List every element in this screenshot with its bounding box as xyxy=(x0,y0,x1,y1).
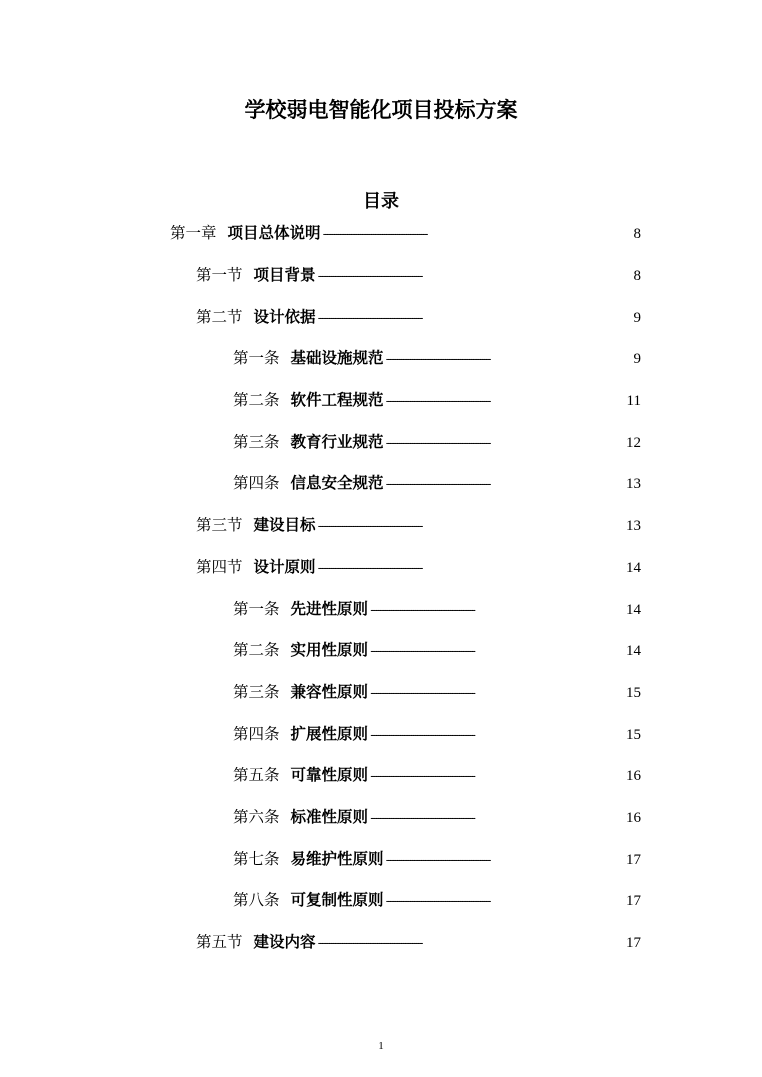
toc-entry-number: 第二节 xyxy=(196,307,243,326)
toc-entry[interactable] xyxy=(170,216,641,258)
toc-dot-leader xyxy=(370,768,624,780)
toc-dot-leader xyxy=(318,310,632,322)
toc-entry-page: 9 xyxy=(633,351,641,368)
toc-entry-title: 软件工程规范 xyxy=(290,390,384,410)
toc-entry-page: 17 xyxy=(626,851,641,868)
toc-dot-leader xyxy=(370,602,624,614)
toc-dot-leader xyxy=(318,560,624,572)
toc-entry[interactable] xyxy=(196,258,641,300)
toc-entry-title: 易维护性原则 xyxy=(290,848,384,868)
toc-dot-leader xyxy=(318,268,632,280)
toc-entry-title: 可复制性原则 xyxy=(290,890,384,910)
toc-dot-leader xyxy=(386,393,625,405)
toc-entry[interactable] xyxy=(233,341,641,383)
toc-entry-number: 第五条 xyxy=(233,766,280,785)
toc-entry-page: 8 xyxy=(633,226,641,242)
toc-entry-page: 15 xyxy=(626,684,641,701)
toc-entry-page: 14 xyxy=(626,601,641,618)
toc-entry-title: 项目背景 xyxy=(253,265,316,284)
toc-entry-page: 16 xyxy=(626,809,641,826)
toc-entry[interactable] xyxy=(196,550,641,592)
toc-entry-page: 17 xyxy=(626,893,641,910)
toc-dot-leader xyxy=(318,935,624,947)
toc-entry-number: 第一条 xyxy=(233,349,280,368)
toc-dot-leader xyxy=(318,518,624,530)
toc-entry[interactable] xyxy=(196,300,641,342)
toc-entry-page: 17 xyxy=(626,935,641,951)
toc-dot-leader xyxy=(386,476,624,488)
toc-dot-leader xyxy=(370,810,624,822)
toc-entry-number: 第二条 xyxy=(233,391,280,410)
toc-entry-number: 第七条 xyxy=(233,849,280,868)
toc-entry-number: 第一节 xyxy=(196,266,243,284)
toc-dot-leader xyxy=(370,685,624,697)
table-of-contents xyxy=(0,216,762,967)
toc-entry-title: 项目总体说明 xyxy=(227,223,321,242)
toc-entry[interactable] xyxy=(233,592,641,634)
toc-dot-leader xyxy=(370,643,624,655)
toc-dot-leader xyxy=(386,435,624,447)
toc-entry-page: 15 xyxy=(626,726,641,743)
toc-dot-leader xyxy=(386,351,632,363)
toc-entry[interactable] xyxy=(233,717,641,759)
toc-entry-number: 第二条 xyxy=(233,641,280,660)
toc-entry[interactable] xyxy=(233,883,641,925)
toc-entry-number: 第八条 xyxy=(233,891,280,910)
toc-entry-title: 标准性原则 xyxy=(290,806,369,826)
toc-dot-leader xyxy=(386,893,624,905)
toc-entry-number: 第五节 xyxy=(196,933,243,951)
toc-entry-page: 13 xyxy=(626,476,641,493)
toc-entry-number: 第四节 xyxy=(196,557,243,576)
toc-entry-page: 14 xyxy=(626,643,641,660)
page-number: 1 xyxy=(378,1040,384,1052)
toc-entry-number: 第四条 xyxy=(233,724,280,743)
toc-entry-page: 8 xyxy=(633,268,641,284)
toc-entry-number: 第四条 xyxy=(233,474,280,493)
toc-entry[interactable] xyxy=(233,425,641,467)
toc-entry-title: 建设内容 xyxy=(253,932,316,951)
toc-entry-title: 兼容性原则 xyxy=(290,681,369,701)
toc-entry-page: 9 xyxy=(633,309,641,326)
toc-entry[interactable] xyxy=(233,842,641,884)
toc-entry-title: 建设目标 xyxy=(253,515,316,535)
toc-entry[interactable] xyxy=(233,633,641,675)
toc-heading: 目录 xyxy=(363,191,399,212)
toc-entry-page: 14 xyxy=(626,559,641,576)
toc-entry-title: 先进性原则 xyxy=(290,598,369,618)
toc-entry-page: 12 xyxy=(626,434,641,451)
toc-entry[interactable] xyxy=(233,466,641,508)
toc-entry[interactable] xyxy=(233,758,641,800)
toc-entry[interactable] xyxy=(196,925,641,967)
toc-entry-number: 第三条 xyxy=(233,682,280,701)
toc-entry-number: 第三条 xyxy=(233,432,280,451)
toc-entry-title: 信息安全规范 xyxy=(290,473,384,493)
toc-dot-leader xyxy=(323,226,632,238)
toc-entry-number: 第三节 xyxy=(196,516,243,535)
toc-entry-number: 第一章 xyxy=(170,224,217,242)
toc-entry-page: 13 xyxy=(626,518,641,535)
toc-entry-page: 11 xyxy=(626,393,641,410)
toc-entry-title: 设计原则 xyxy=(253,556,316,576)
toc-entry-title: 基础设施规范 xyxy=(290,348,384,368)
toc-dot-leader xyxy=(370,727,624,739)
document-title: 学校弱电智能化项目投标方案 xyxy=(244,98,518,122)
toc-entry[interactable] xyxy=(233,800,641,842)
toc-entry-title: 教育行业规范 xyxy=(290,431,384,451)
toc-entry[interactable] xyxy=(233,383,641,425)
toc-entry-number: 第六条 xyxy=(233,807,280,826)
toc-entry-title: 可靠性原则 xyxy=(290,765,369,785)
toc-entry-title: 设计依据 xyxy=(253,306,316,326)
toc-entry-page: 16 xyxy=(626,768,641,785)
toc-entry[interactable] xyxy=(196,508,641,550)
toc-entry-title: 实用性原则 xyxy=(290,640,369,660)
toc-entry[interactable] xyxy=(233,675,641,717)
toc-entry-title: 扩展性原则 xyxy=(290,723,369,743)
toc-entry-number: 第一条 xyxy=(233,599,280,618)
toc-dot-leader xyxy=(386,852,624,864)
